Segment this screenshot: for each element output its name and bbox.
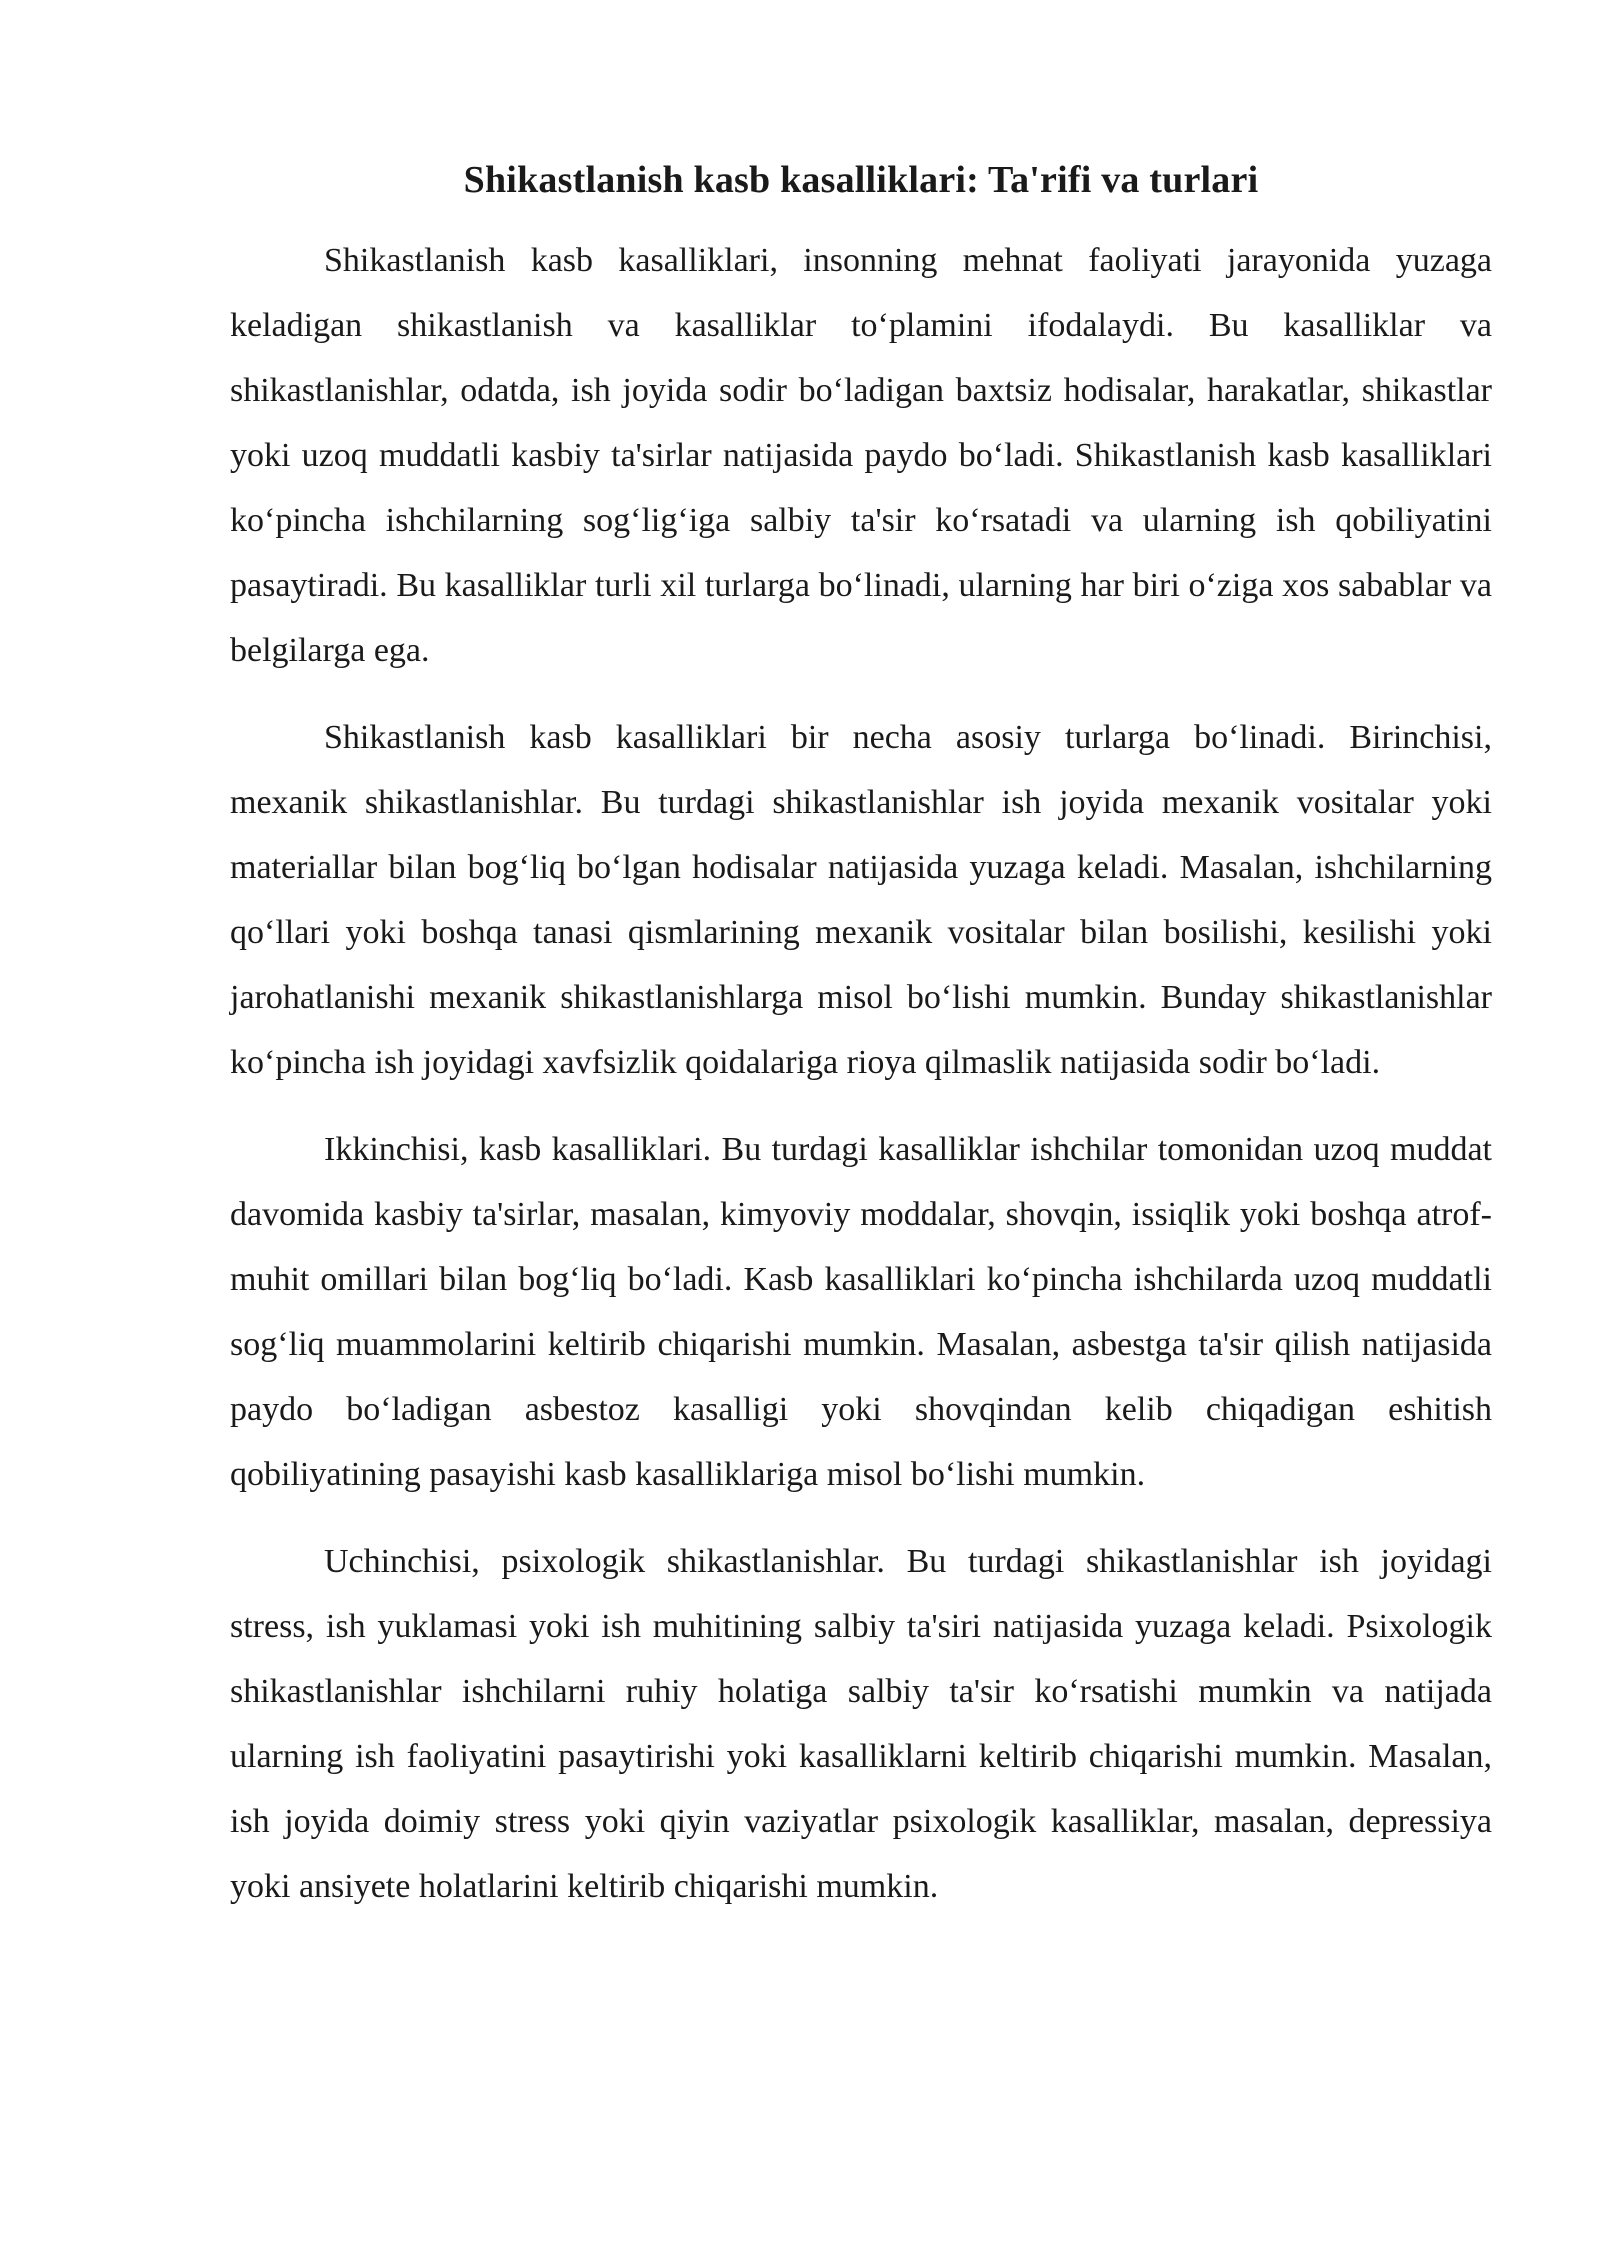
document-title: Shikastlanish kasb kasalliklari: Ta'rifi va turlari (463, 159, 1259, 201)
paragraph-mechanical-injuries: Shikastlanish kasb kasalliklari bir necha asosiy turlarga bo‘linadi. Birinchisi, mexanik shikastlanishlar. Bu turdagi shikastlanishlar ish joyida mexanik vositalar yoki materiallar bilan bog‘liq bo‘lgan hodisalar natijasida yuzaga keladi. Masalan, ishchilarning qo‘llari yoki boshqa tanasi qismlarining mexanik vositalar bilan bosilishi, kesilishi yoki jarohatlanishi mexanik shikastlanishlarga misol bo‘lishi mumkin. Bunday shikastlanishlar ko‘pincha ish joyidagi xavfsizlik qoidalariga rioya qilmaslik natijasida sodir bo‘ladi. (230, 719, 1492, 1081)
paragraph-occupational-diseases: Ikkinchisi, kasb kasalliklari. Bu turdagi kasalliklar ishchilar tomonidan uzoq muddat davomida kasbiy ta'sirlar, masalan, kimyoviy moddalar, shovqin, issiqlik yoki boshqa atrof-muhit omillari bilan bog‘liq bo‘ladi. Kasb kasalliklari ko‘pincha ishchilarda uzoq muddatli sog‘liq muammolarini keltirib chiqarishi mumkin. Masalan, asbestga ta'sir qilish natijasida paydo bo‘ladigan asbestoz kasalligi yoki shovqindan kelib chiqadigan eshitish qobiliyatining pasayishi kasb kasalliklariga misol bo‘lishi mumkin. (230, 1131, 1492, 1493)
paragraph-definition: Shikastlanish kasb kasalliklari, insonning mehnat faoliyati jarayonida yuzaga keladigan shikastlanish va kasalliklar to‘plamini ifodalaydi. Bu kasalliklar va shikastlanishlar, odatda, ish joyida sodir bo‘ladigan baxtsiz hodisalar, harakatlar, shikastlar yoki uzoq muddatli kasbiy ta'sirlar natijasida paydo bo‘ladi. Shikastlanish kasb kasalliklari ko‘pincha ishchilarning sog‘lig‘iga salbiy ta'sir ko‘rsatadi va ularning ish qobiliyatini pasaytiradi. Bu kasalliklar turli xil turlarga bo‘linadi, ularning har biri o‘ziga xos sabablar va belgilarga ega. (230, 242, 1492, 669)
document-body (230, 150, 1492, 1941)
paragraph-psychological-injuries: Uchinchisi, psixologik shikastlanishlar. Bu turdagi shikastlanishlar ish joyidagi stress, ish yuklamasi yoki ish muhitining salbiy ta'siri natijasida yuzaga keladi. Psixologik shikastlanishlar ishchilarni ruhiy holatiga salbiy ta'sir ko‘rsatishi mumkin va natijada ularning ish faoliyatini pasaytirishi yoki kasalliklarni keltirib chiqarishi mumkin. Masalan, ish joyida doimiy stress yoki qiyin vaziyatlar psixologik kasalliklar, masalan, depressiya yoki ansiyete holatlarini keltirib chiqarishi mumkin. (230, 1543, 1492, 1905)
